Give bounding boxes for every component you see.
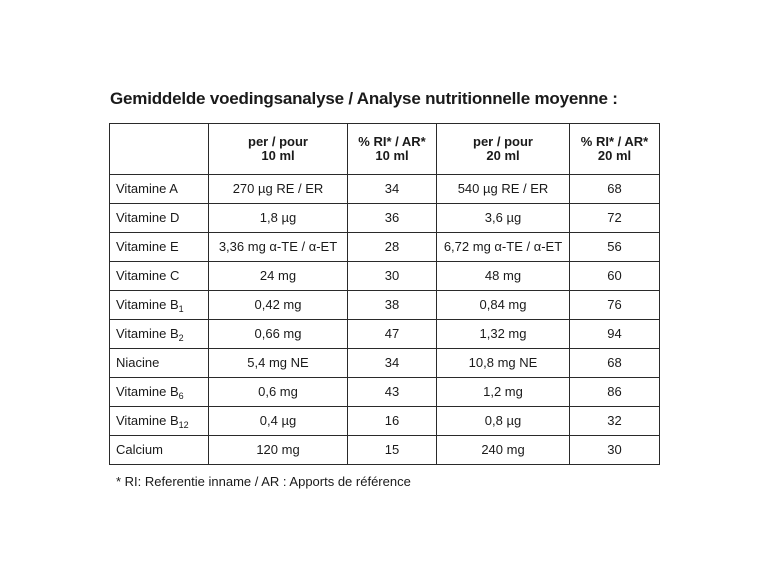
ri-percent-20ml: 72 <box>570 204 660 233</box>
nutrient-name: Vitamine C <box>110 262 209 291</box>
amount-10ml: 1,8 µg <box>209 204 348 233</box>
ri-percent-20ml: 60 <box>570 262 660 291</box>
amount-10ml: 270 µg RE / ER <box>209 175 348 204</box>
amount-10ml: 0,66 mg <box>209 320 348 349</box>
table-row <box>110 291 660 320</box>
ri-percent-10ml: 47 <box>348 320 437 349</box>
nutrient-name: Vitamine $B_1$ <box>110 291 209 320</box>
amount-20ml: 1,2 mg <box>437 378 570 407</box>
amount-20ml: 0,84 mg <box>437 291 570 320</box>
ri-percent-20ml: 68 <box>570 349 660 378</box>
table-row <box>110 378 660 407</box>
amount-20ml: 10,8 mg NE <box>437 349 570 378</box>
table-row <box>110 320 660 349</box>
ri-percent-10ml: 34 <box>348 349 437 378</box>
amount-10ml: 0,42 mg <box>209 291 348 320</box>
table-row <box>110 407 660 436</box>
nutrient-name: Vitamine A <box>110 175 209 204</box>
amount-10ml: 5,4 mg NE <box>209 349 348 378</box>
header-unit: 10 ml <box>261 148 295 163</box>
header-label: % RI* / AR* <box>580 134 649 149</box>
ri-percent-10ml: 16 <box>348 407 437 436</box>
table-row <box>110 436 660 465</box>
nutrient-name: Vitamine E <box>110 233 209 262</box>
ri-percent-10ml: 28 <box>348 233 437 262</box>
ri-percent-10ml: 43 <box>348 378 437 407</box>
amount-20ml: 3,6 µg <box>437 204 570 233</box>
ri-percent-20ml: 30 <box>570 436 660 465</box>
header-unit: 10 ml <box>375 148 409 163</box>
amount-20ml: 240 mg <box>437 436 570 465</box>
table-row <box>110 175 660 204</box>
header-per-10ml <box>209 124 348 175</box>
amount-10ml: 120 mg <box>209 436 348 465</box>
header-unit: 20 ml <box>597 148 632 163</box>
amount-10ml: 24 mg <box>209 262 348 291</box>
amount-20ml: 540 µg RE / ER <box>437 175 570 204</box>
ri-percent-10ml: 38 <box>348 291 437 320</box>
header-per-20ml <box>437 124 570 175</box>
nutrient-name: Niacine <box>110 349 209 378</box>
page-title: Gemiddelde voedingsanalyse / Analyse nutritionnelle moyenne : <box>110 89 618 108</box>
table-row <box>110 204 660 233</box>
ri-percent-20ml: 94 <box>570 320 660 349</box>
header-unit: 20 ml <box>486 148 520 163</box>
ri-percent-20ml: 68 <box>570 175 660 204</box>
nutrient-name: Vitamine $B_6$ <box>110 378 209 407</box>
table-header-row <box>110 124 660 175</box>
amount-20ml: 0,8 µg <box>437 407 570 436</box>
nutrient-name: Calcium <box>110 436 209 465</box>
header-label: % RI* / AR* <box>358 134 426 149</box>
header-ri-10ml <box>348 124 437 175</box>
ri-percent-20ml: 76 <box>570 291 660 320</box>
header-label: per / pour <box>473 134 533 149</box>
ri-percent-10ml: 36 <box>348 204 437 233</box>
header-label: per / pour <box>248 134 308 149</box>
amount-20ml: 6,72 mg α-TE / α-ET <box>437 233 570 262</box>
amount-10ml: 0,4 µg <box>209 407 348 436</box>
ri-percent-20ml: 32 <box>570 407 660 436</box>
table-row <box>110 233 660 262</box>
nutrient-name: Vitamine $B_2$ <box>110 320 209 349</box>
ri-percent-20ml: 86 <box>570 378 660 407</box>
header-ri-20ml <box>570 124 660 175</box>
amount-20ml: 48 mg <box>437 262 570 291</box>
header-nutrient <box>110 124 209 175</box>
ri-percent-10ml: 34 <box>348 175 437 204</box>
nutrition-table <box>109 123 660 465</box>
ri-percent-20ml: 56 <box>570 233 660 262</box>
amount-10ml: 0,6 mg <box>209 378 348 407</box>
ri-percent-10ml: 15 <box>348 436 437 465</box>
amount-10ml: 3,36 mg α-TE / α-ET <box>209 233 348 262</box>
ri-percent-10ml: 30 <box>348 262 437 291</box>
nutrient-name: Vitamine D <box>110 204 209 233</box>
amount-20ml: 1,32 mg <box>437 320 570 349</box>
nutrient-name: Vitamine $B_{12}$ <box>110 407 209 436</box>
footnote: * RI: Referentie inname / AR : Apports de référence <box>116 474 411 489</box>
table-row <box>110 349 660 378</box>
table-row <box>110 262 660 291</box>
